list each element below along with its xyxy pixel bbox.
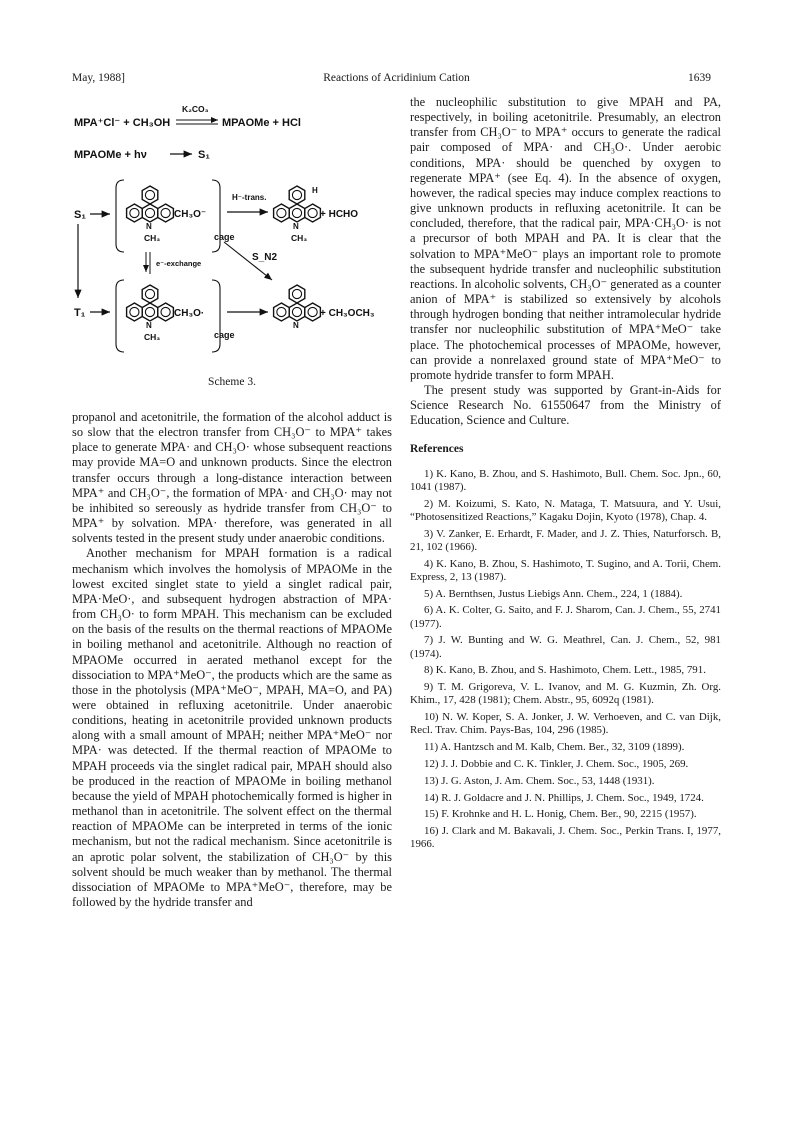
page-number: 1639 — [688, 72, 711, 84]
s1-label: S₁ — [74, 209, 86, 221]
reaction1-products: MPAOMe + HCl — [222, 117, 301, 129]
right-paragraph-1: the nucleophilic substitution to give MPAH and PA, respectively, in boiling acetonitrile. Presumably, an electron transfer from CH₃O⁻ to MPA⁺ occurs to generate the radical pair composed of MPA· and CH₃O·. Under aerobic conditions, MPA· should be quenched by oxygen to regenerate MPA⁺ (see Eq. 4). In the absence of oxygen, however, the radical species may induce complex reactions to give unknown products in refluxing acetonitrile. It can be concluded, therefore, that the radical pair, MPA·CH₃O· is not a precursor of both MPAH and PA. It is clear that the solvation to MPA⁺MeO⁻ plays an important role to promote the subsequent hydride transfer and nucleophilic substitution reactions. In alcoholic solvents, CH₃O⁻ generated as a counter anion of MPA⁺ is stabilized so extensively by alcohols through hydrogen bonding that neither intramolecular hydride transfer nor nucleophilic substitution of MPA⁺MeO⁻ take place. The photochemical processes of MPAOMe, however, can provide a nonrelaxed ground state of MPA⁺MeO⁻ to promote hydride transfer to form MPAH. — [410, 95, 721, 382]
reaction1-reactants: MPA⁺Cl⁻ + CH₃OH — [74, 117, 171, 129]
running-head-title: Reactions of Acridinium Cation — [323, 72, 470, 84]
references-heading: References — [410, 443, 464, 456]
left-paragraph-2: Another mechanism for MPAH formation is a radical mechanism which involves the homolysis of MPAOMe in the lowest excited singlet state to yield a singlet radical pair, MPA·MeO·, and subsequent hydrogen abstraction of MPA· from CH₃O· to form MPAH. This mechanism can be excluded on the basis of the results on the thermal reactions of MPAOMe in boiling methanol and acetonitrile. Although no reaction of MPAOMe occurred in aerated methanol except for the dissociation to MPA⁺MeO⁻, the products which are the same as those in the photolysis (MPA⁺MeO⁻, MPAH, MA=O, and PA) were obtained in refluxing acetonitrile. Under anaerobic conditions, heating in acetonitrile provided unknown products along with a small amount of MPAH; neither MPA⁺MeO⁻ nor MPA· was detected. If the thermal reaction of MPAOMe to MPAH proceeds via the singlet radical pair, MPAH should also be produced in the reaction of MPAOMe in boiling methanol because the yield of MPAH photochemically formed is higher in methanol than in acetonitrile. The solvent effect on the thermal reaction of MPAOMe can be interpreted in terms of the ionic mechanism, but not the radical mechanism. Since acetonitrile is an aprotic polar solvent, the stabilization of CH₃O⁻ by this solvent should be much weaker than by methanol. The thermal dissociation of MPAOMe to MPA⁺MeO⁻, therefore, may be followed by the hydride transfer and — [72, 546, 392, 909]
electron-exchange-label: e⁻-exchange — [156, 259, 202, 268]
acridinium-cation-structure — [127, 186, 174, 222]
cage-label-lower: cage — [214, 330, 235, 340]
right-column — [410, 95, 721, 855]
left-column — [72, 410, 392, 910]
h-label: H — [312, 186, 318, 195]
reference-item: 10) N. W. Koper, S. A. Jonker, J. W. Verhoeven, and C. van Dijk, Recl. Trav. Chim. Pays-Bas, 104, 296 (1985). — [410, 711, 721, 737]
reference-item: 4) K. Kano, B. Zhou, S. Hashimoto, T. Sugino, and A. Torii, Chem. Express, 2, 13 (1987). — [410, 557, 721, 583]
n-label-right-lower: N — [293, 321, 299, 330]
sn2-label: S_N2 — [252, 252, 278, 263]
reference-item: 1) K. Kano, B. Zhou, and S. Hashimoto, Bull. Chem. Soc. Jpn., 60, 1041 (1987). — [410, 467, 721, 493]
left-paragraph-1: propanol and acetonitrile, the formation of the alcohol adduct is so slow that the electron transfer from CH₃O⁻ to MPA⁺ takes place to generate MPA· and CH₃O· whose subsequent reactions may provide MA=O and unknown products. Since the electron transfer occurs through a long-distance interaction between MPA⁺ and CH₃O⁻, the formation of MPA· and CH₃O· may not be inhibited so sereously as hydride transfer from CH₃O⁻ to MPA⁺ by solvation. MPA· therefore, was generated in all solvents tested in the present study under anaerobic conditions. — [72, 410, 392, 546]
dimethyl-ether-product: + CH₃OCH₃ — [320, 308, 375, 319]
references-list — [410, 468, 721, 852]
reference-item: 12) J. J. Dobbie and C. K. Tinkler, J. Chem. Soc., 1905, 269. — [424, 757, 689, 770]
reaction2-reactants: MPAOMe + hν — [74, 149, 147, 161]
hydride-transfer-label: H⁻-trans. — [232, 193, 267, 202]
reaction2-product: S₁ — [198, 149, 210, 161]
reference-item: 8) K. Kano, B. Zhou, and S. Hashimoto, Chem. Lett., 1985, 791. — [424, 664, 706, 677]
running-head-date: May, 1988] — [72, 72, 125, 84]
acridine-product-structure — [274, 285, 321, 321]
acridinyl-radical-structure — [127, 285, 174, 321]
reference-item: 5) A. Bernthsen, Justus Liebigs Ann. Chem., 224, 1 (1884). — [424, 587, 683, 600]
reference-item: 2) M. Koizumi, S. Kato, N. Mataga, T. Matsuura, and Y. Usui, “Photosensitized Reactions,” Kagaku Dojin, Kyoto (1978), Chap. 4. — [410, 497, 721, 523]
ch3-label-right: CH₃ — [291, 233, 308, 243]
reference-item: 3) V. Zanker, E. Erhardt, F. Mader, and J. Z. Thies, Naturforsch. B, 21, 102 (1966). — [410, 527, 721, 553]
reference-item: 7) J. W. Bunting and W. G. Meathrel, Can. J. Chem., 52, 981 (1974). — [410, 634, 721, 660]
ch3-label-upper: CH₃ — [144, 233, 161, 243]
reaction-scheme — [72, 100, 392, 390]
ch3o-radical-label: CH₃O· — [174, 308, 205, 319]
ch3o-anion-label: CH₃O⁻ — [174, 209, 207, 220]
reference-item: 11) A. Hantzsch and M. Kalb, Chem. Ber., 32, 3109 (1899). — [424, 741, 685, 754]
acknowledgment: The present study was supported by Grant-in-Aids for Science Research No. 61550647 from the Ministry of Education, Science and Culture. — [410, 382, 721, 428]
n-label-right: N — [293, 222, 299, 231]
ch3-label-lower: CH₃ — [144, 332, 161, 342]
reference-item: 14) R. J. Goldacre and J. N. Phillips, J. Chem. Soc., 1949, 1724. — [424, 791, 704, 804]
reference-item: 16) J. Clark and M. Bakavali, J. Chem. Soc., Perkin Trans. I, 1977, 1966. — [410, 825, 721, 851]
n-label-lower: N — [146, 321, 152, 330]
cage-label-upper: cage — [214, 232, 235, 242]
reference-item: 15) F. Krohnke and H. L. Honig, Chem. Ber., 90, 2215 (1957). — [424, 808, 697, 821]
n-label-upper: N — [146, 222, 152, 231]
reference-item: 6) A. K. Colter, G. Saito, and F. J. Sharom, Can. J. Chem., 55, 2741 (1977). — [410, 604, 721, 630]
hcho-product: + HCHO — [320, 209, 359, 220]
reference-item: 9) T. M. Grigoreva, V. L. Ivanov, and M. G. Kuzmin, Zh. Org. Khim., 17, 428 (1981); Chem. Abstr., 95, 6092q (1981). — [410, 681, 721, 707]
scheme-caption: Scheme 3. — [208, 376, 256, 388]
reference-item: 13) J. G. Aston, J. Am. Chem. Soc., 53, 1448 (1931). — [424, 774, 655, 787]
reaction1-reagent: K₂CO₃ — [182, 104, 209, 114]
t1-label: T₁ — [74, 307, 86, 319]
